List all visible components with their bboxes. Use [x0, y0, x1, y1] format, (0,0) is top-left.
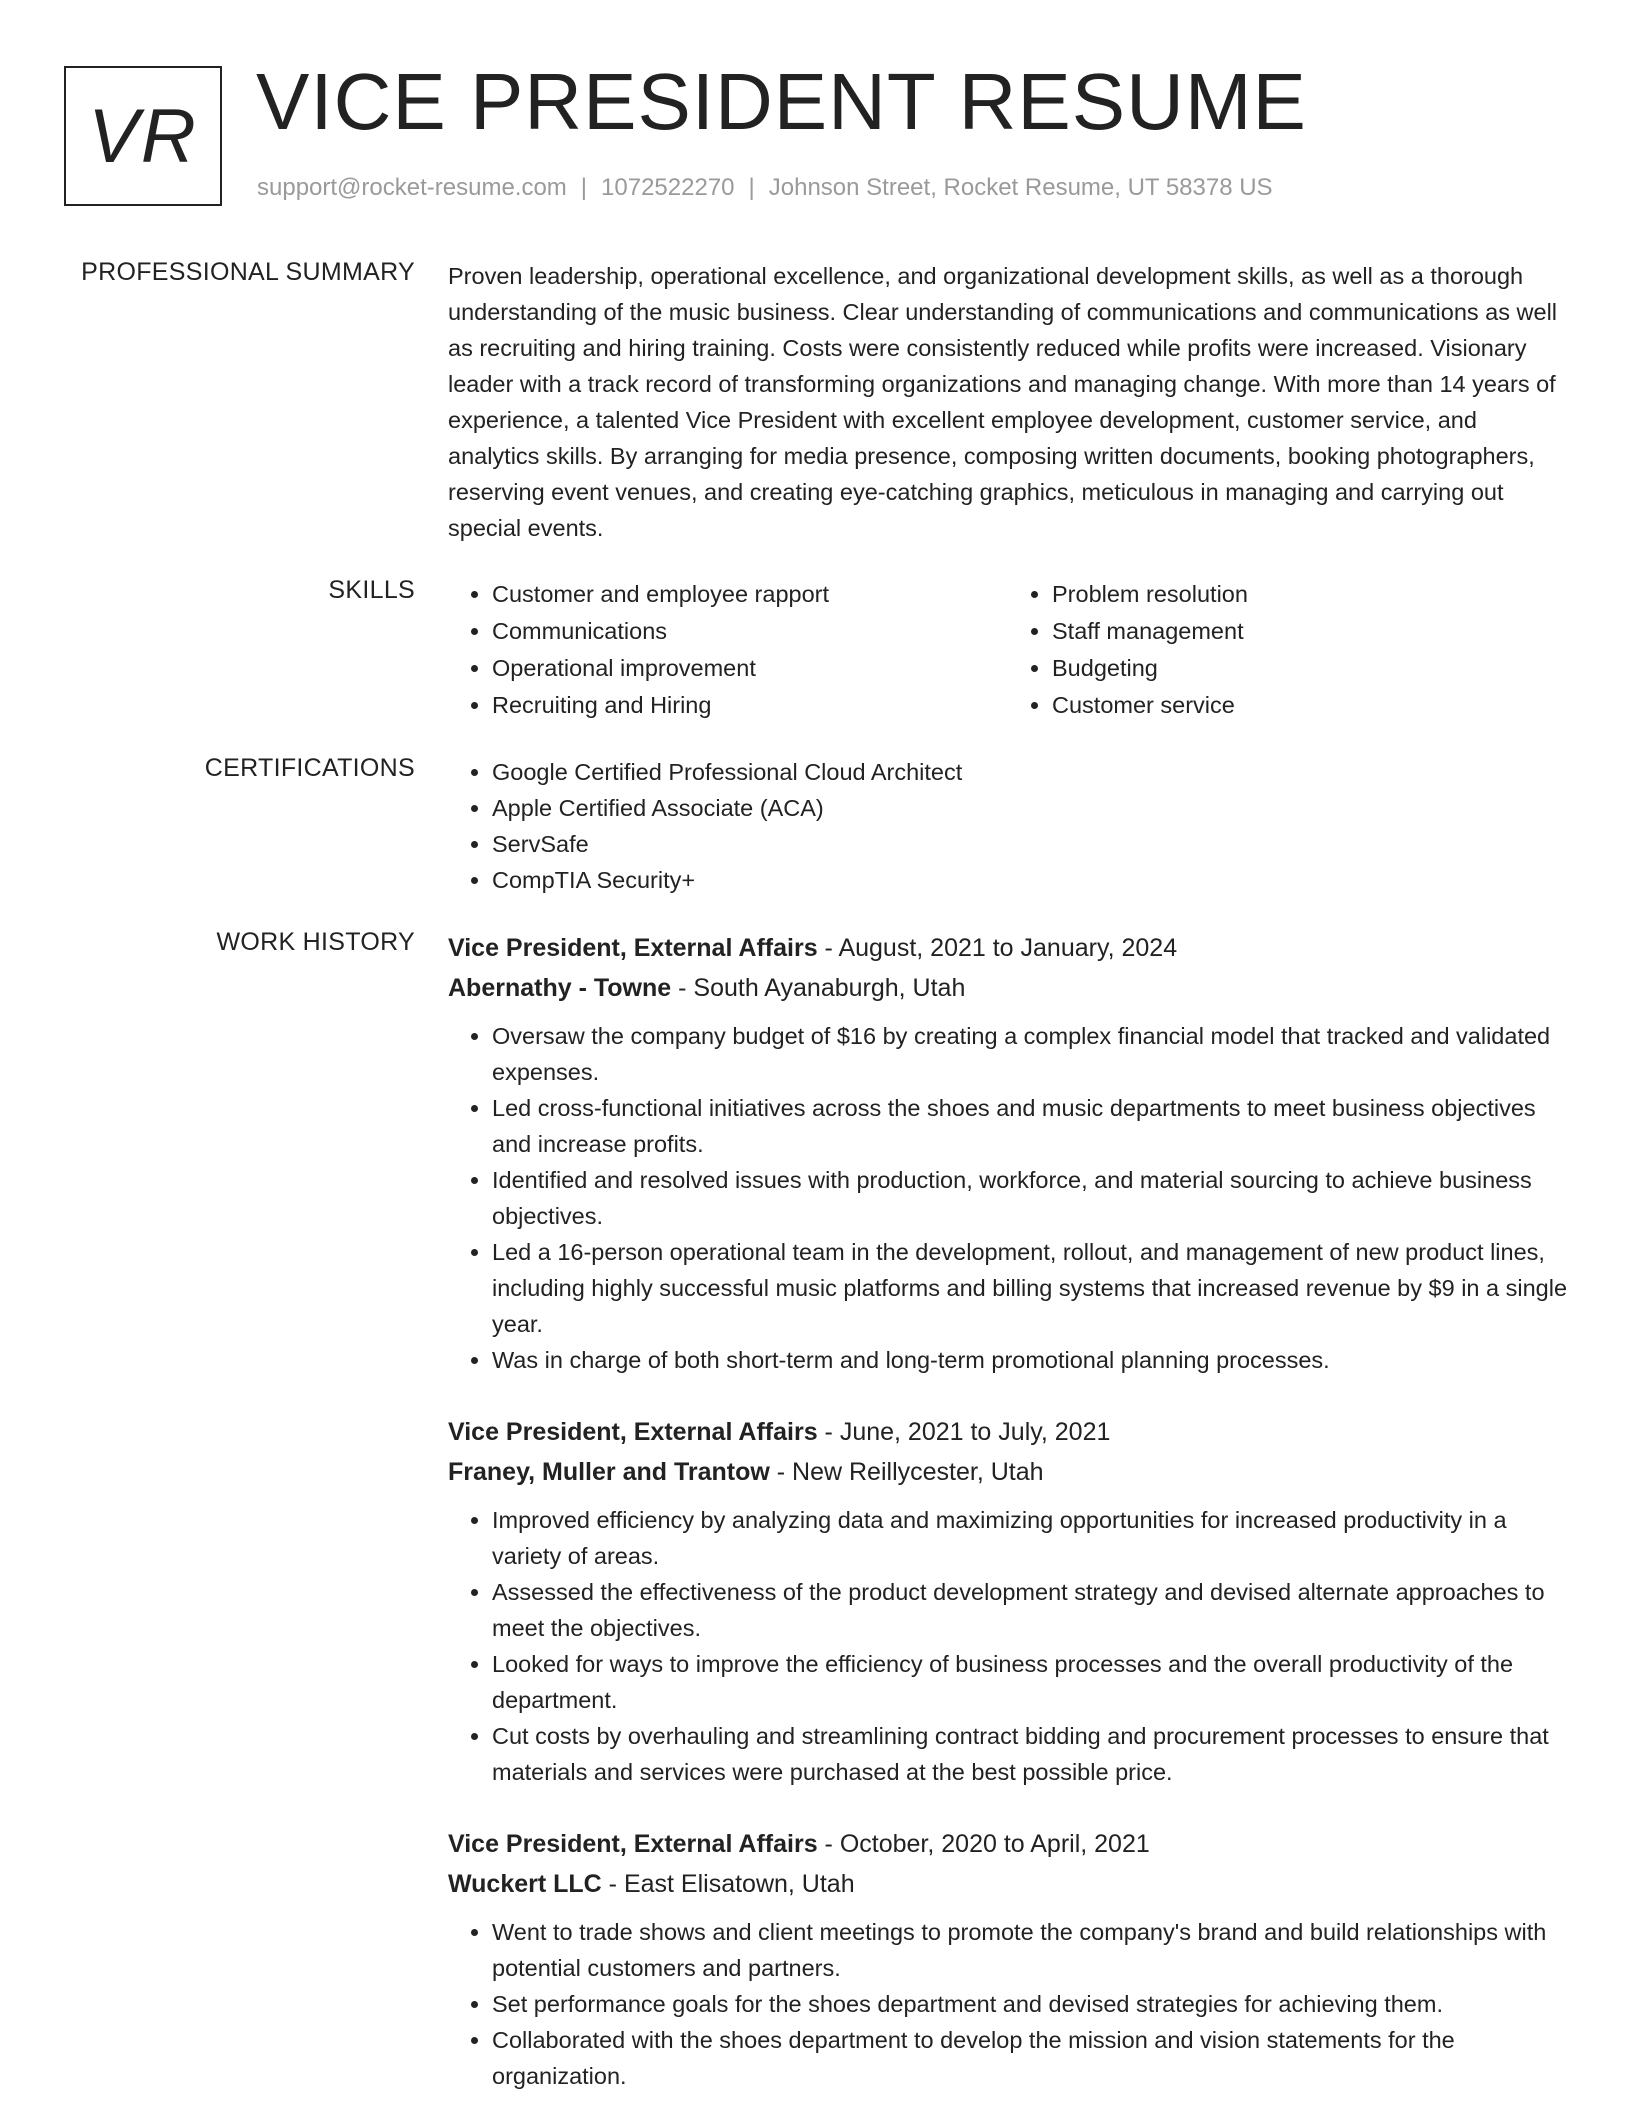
job-dates: - June, 2021 to July, 2021	[817, 1418, 1111, 1446]
contact-separator: |	[748, 174, 755, 201]
skill-item: • Customer service	[1052, 687, 1568, 724]
job-title-line	[448, 928, 1568, 968]
job-bullets	[448, 1914, 1568, 2094]
job-company-line	[448, 1864, 1568, 1904]
job-title: Vice President, External Affairs	[448, 1418, 818, 1446]
job-bullet: • Set performance goals for the shoes department and devised strategies for achieving them.	[492, 1986, 1568, 2022]
certification-item: • CompTIA Security+	[492, 862, 1568, 898]
skill-item: • Problem resolution	[1052, 576, 1568, 613]
job-bullet: • Identified and resolved issues with production, workforce, and material sourcing to achieve business objectives.	[492, 1162, 1568, 1234]
contact-phone[interactable]: 1072522270	[601, 174, 735, 201]
certification-item: • ServSafe	[492, 826, 1568, 862]
job-bullet: • Went to trade shows and client meetings to promote the company's brand and build relationships with potential customers and partners.	[492, 1914, 1568, 1986]
section-label-certifications: CERTIFICATIONS	[204, 754, 415, 782]
certifications-list	[448, 754, 1568, 898]
job-bullets	[448, 1018, 1568, 1378]
skills-grid	[448, 576, 1568, 724]
job-dates: - October, 2020 to April, 2021	[817, 1830, 1150, 1858]
job-entry	[448, 1824, 1568, 2094]
job-bullet: • Led a 16-person operational team in the development, rollout, and management of new product lines, including highly successful music platforms and billing systems that increased revenue by $9 in a single year.	[492, 1234, 1568, 1342]
skill-item: • Customer and employee rapport	[492, 576, 1008, 613]
skill-item: • Recruiting and Hiring	[492, 687, 1008, 724]
job-company: Franey, Muller and Trantow	[448, 1458, 770, 1486]
contact-line	[257, 174, 1273, 202]
certification-item: • Google Certified Professional Cloud Architect	[492, 754, 1568, 790]
certification-item: • Apple Certified Associate (ACA)	[492, 790, 1568, 826]
job-company-line	[448, 1452, 1568, 1492]
skill-item: • Operational improvement	[492, 650, 1008, 687]
job-entry	[448, 928, 1568, 1378]
section-label-skills: SKILLS	[328, 576, 415, 604]
job-entry	[448, 1412, 1568, 1790]
skill-item: • Budgeting	[1052, 650, 1568, 687]
job-bullet: • Led cross-functional initiatives across the shoes and music departments to meet business objectives and increase profits.	[492, 1090, 1568, 1162]
job-bullet: • Assessed the effectiveness of the product development strategy and devised alternate approaches to meet the objectives.	[492, 1574, 1568, 1646]
skills-column-1	[448, 576, 1008, 724]
job-title: Vice President, External Affairs	[448, 1830, 818, 1858]
skill-item: • Staff management	[1052, 613, 1568, 650]
page-title: VICE PRESIDENT RESUME	[256, 57, 1307, 146]
job-company: Wuckert LLC	[448, 1870, 602, 1898]
job-bullet: • Oversaw the company budget of $16 by creating a complex financial model that tracked and validated expenses.	[492, 1018, 1568, 1090]
job-bullet: • Collaborated with the shoes department to develop the mission and vision statements for the organization.	[492, 2022, 1568, 2094]
job-bullet: • Looked for ways to improve the efficiency of business processes and the overall productivity of the department.	[492, 1646, 1568, 1718]
job-title-line	[448, 1824, 1568, 1864]
contact-email[interactable]: support@rocket-resume.com	[257, 174, 567, 201]
job-bullet: • Was in charge of both short-term and long-term promotional planning processes.	[492, 1342, 1568, 1378]
contact-address: Johnson Street, Rocket Resume, UT 58378 US	[768, 174, 1273, 201]
summary-body	[448, 258, 1568, 546]
skill-item: • Communications	[492, 613, 1008, 650]
section-label-summary: PROFESSIONAL SUMMARY	[81, 258, 415, 286]
contact-separator: |	[580, 174, 588, 201]
certifications-body	[448, 754, 1568, 898]
monogram-logo: VR	[64, 66, 222, 206]
summary-text: Proven leadership, operational excellence, and organizational development skills, as well as a thorough understanding of the music business. Clear understanding of communications and communications as well as recruiting and hiring training. Costs were consistently reduced while profits were increased. Visionary leader with a track record of transforming organizations and managing change. With more than 14 years of experience, a talented Vice President with excellent employee development, customer service, and analytics skills. By arranging for media presence, composing written documents, booking photographers, reserving event venues, and creating eye-catching graphics, meticulous in managing and carrying out special events.	[448, 263, 1558, 541]
work-history-body	[448, 928, 1568, 2128]
job-bullet: • Improved efficiency by analyzing data and maximizing opportunities for increased productivity in a variety of areas.	[492, 1502, 1568, 1574]
job-title-line	[448, 1412, 1568, 1452]
skills-column-2	[1008, 576, 1568, 724]
job-location: - New Reillycester, Utah	[769, 1458, 1044, 1486]
job-title: Vice President, External Affairs	[448, 934, 818, 962]
job-company-line	[448, 968, 1568, 1008]
job-location: - East Elisatown, Utah	[601, 1870, 855, 1898]
job-dates: - August, 2021 to January, 2024	[817, 934, 1178, 962]
job-bullets	[448, 1502, 1568, 1790]
job-company: Abernathy - Towne	[448, 974, 672, 1002]
job-bullet: • Cut costs by overhauling and streamlining contract bidding and procurement processes to ensure that materials and services were purchased at the best possible price.	[492, 1718, 1568, 1790]
job-location: - South Ayanaburgh, Utah	[671, 974, 966, 1002]
section-label-work-history: WORK HISTORY	[216, 928, 415, 956]
